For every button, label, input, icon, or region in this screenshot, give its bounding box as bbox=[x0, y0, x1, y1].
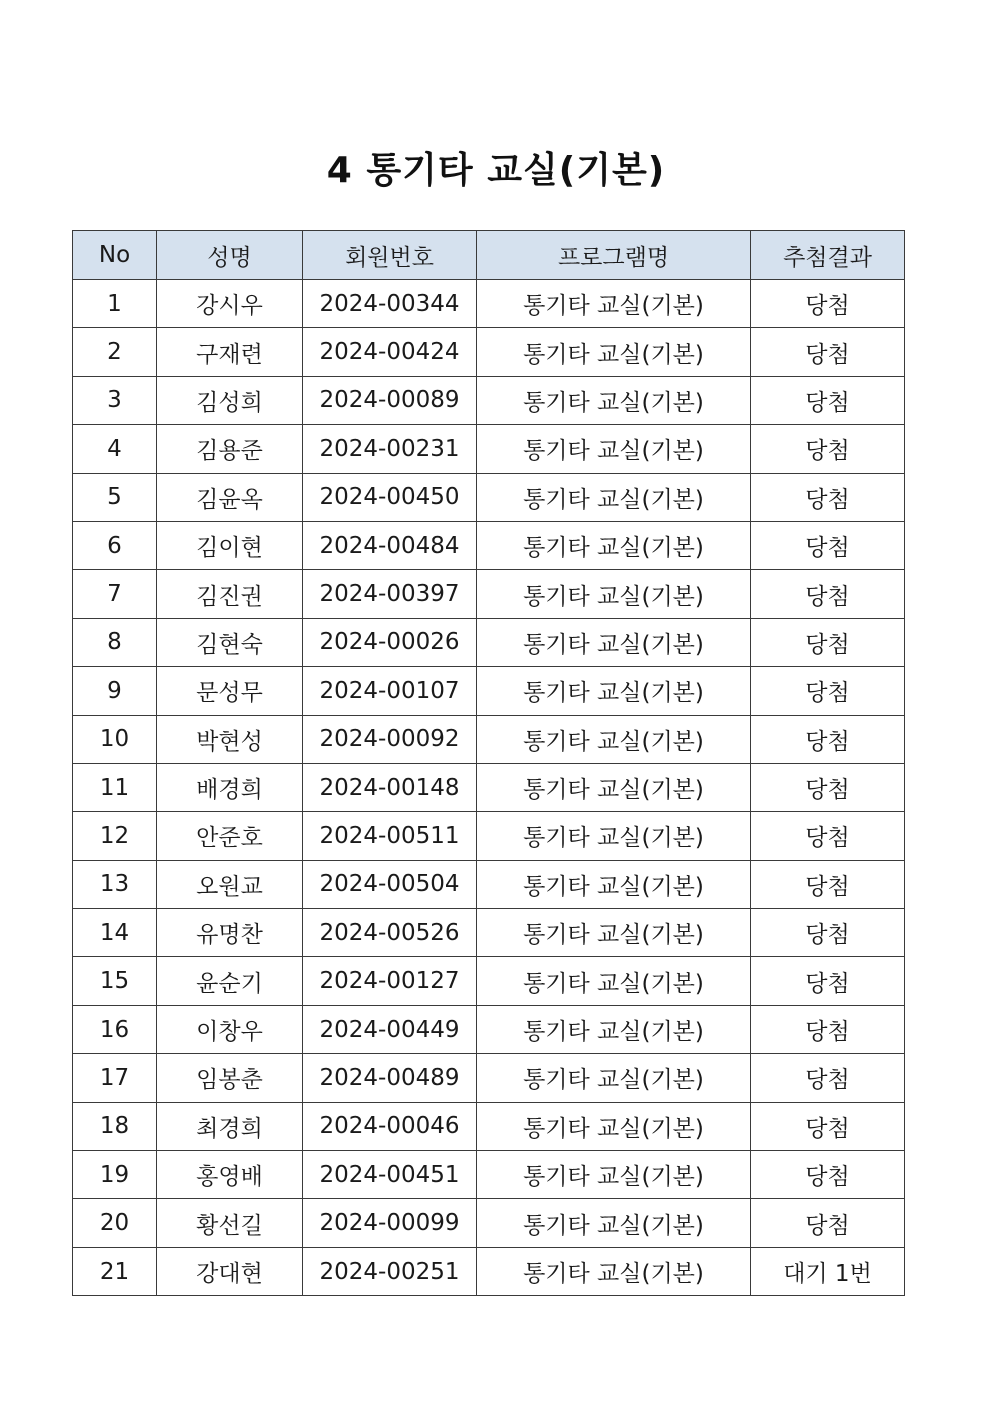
table-body bbox=[73, 280, 905, 1296]
cell-draw-result: 당첨 bbox=[751, 376, 905, 424]
cell-name: 황선길 bbox=[157, 1199, 303, 1247]
cell-name: 박현성 bbox=[157, 715, 303, 763]
cell-name: 김성희 bbox=[157, 376, 303, 424]
cell-no: 2 bbox=[73, 328, 157, 376]
cell-name: 김윤옥 bbox=[157, 473, 303, 521]
table-row bbox=[73, 473, 905, 521]
cell-draw-result: 당첨 bbox=[751, 860, 905, 908]
table-row bbox=[73, 667, 905, 715]
table-row bbox=[73, 860, 905, 908]
cell-program-name: 통기타 교실(기본) bbox=[477, 1199, 751, 1247]
cell-draw-result: 당첨 bbox=[751, 715, 905, 763]
cell-no: 6 bbox=[73, 521, 157, 569]
cell-draw-result: 당첨 bbox=[751, 473, 905, 521]
cell-no: 19 bbox=[73, 1151, 157, 1199]
cell-draw-result: 당첨 bbox=[751, 812, 905, 860]
cell-no: 12 bbox=[73, 812, 157, 860]
cell-member-number: 2024-00504 bbox=[303, 860, 477, 908]
lottery-result-table bbox=[72, 230, 905, 1296]
table-row bbox=[73, 957, 905, 1005]
cell-member-number: 2024-00397 bbox=[303, 570, 477, 618]
cell-program-name: 통기타 교실(기본) bbox=[477, 425, 751, 473]
table-row bbox=[73, 1054, 905, 1102]
cell-draw-result: 당첨 bbox=[751, 667, 905, 715]
cell-program-name: 통기타 교실(기본) bbox=[477, 521, 751, 569]
cell-no: 20 bbox=[73, 1199, 157, 1247]
table-row bbox=[73, 1151, 905, 1199]
cell-name: 배경희 bbox=[157, 763, 303, 811]
table-row bbox=[73, 618, 905, 666]
cell-draw-result: 당첨 bbox=[751, 1102, 905, 1150]
cell-member-number: 2024-00484 bbox=[303, 521, 477, 569]
cell-program-name: 통기타 교실(기본) bbox=[477, 715, 751, 763]
cell-draw-result: 당첨 bbox=[751, 1054, 905, 1102]
cell-program-name: 통기타 교실(기본) bbox=[477, 328, 751, 376]
cell-program-name: 통기타 교실(기본) bbox=[477, 1151, 751, 1199]
cell-draw-result: 대기 1번 bbox=[751, 1247, 905, 1295]
cell-member-number: 2024-00089 bbox=[303, 376, 477, 424]
cell-draw-result: 당첨 bbox=[751, 763, 905, 811]
column-header-no: No bbox=[73, 231, 157, 280]
cell-program-name: 통기타 교실(기본) bbox=[477, 618, 751, 666]
cell-program-name: 통기타 교실(기본) bbox=[477, 812, 751, 860]
cell-name: 강대현 bbox=[157, 1247, 303, 1295]
table-row bbox=[73, 1005, 905, 1053]
cell-program-name: 통기타 교실(기본) bbox=[477, 570, 751, 618]
cell-member-number: 2024-00092 bbox=[303, 715, 477, 763]
cell-draw-result: 당첨 bbox=[751, 1151, 905, 1199]
cell-no: 13 bbox=[73, 860, 157, 908]
table-row bbox=[73, 763, 905, 811]
cell-name: 김진권 bbox=[157, 570, 303, 618]
cell-name: 김이현 bbox=[157, 521, 303, 569]
cell-no: 14 bbox=[73, 909, 157, 957]
cell-program-name: 통기타 교실(기본) bbox=[477, 667, 751, 715]
cell-no: 17 bbox=[73, 1054, 157, 1102]
table-row bbox=[73, 1199, 905, 1247]
cell-member-number: 2024-00489 bbox=[303, 1054, 477, 1102]
cell-member-number: 2024-00099 bbox=[303, 1199, 477, 1247]
column-header-member-number: 회원번호 bbox=[303, 231, 477, 280]
cell-program-name: 통기타 교실(기본) bbox=[477, 280, 751, 328]
cell-member-number: 2024-00526 bbox=[303, 909, 477, 957]
table-row bbox=[73, 280, 905, 328]
cell-program-name: 통기타 교실(기본) bbox=[477, 1005, 751, 1053]
table-row bbox=[73, 521, 905, 569]
table-row bbox=[73, 1102, 905, 1150]
cell-program-name: 통기타 교실(기본) bbox=[477, 860, 751, 908]
cell-draw-result: 당첨 bbox=[751, 425, 905, 473]
cell-program-name: 통기타 교실(기본) bbox=[477, 1247, 751, 1295]
cell-name: 김용준 bbox=[157, 425, 303, 473]
cell-draw-result: 당첨 bbox=[751, 909, 905, 957]
cell-name: 이창우 bbox=[157, 1005, 303, 1053]
cell-member-number: 2024-00511 bbox=[303, 812, 477, 860]
cell-draw-result: 당첨 bbox=[751, 280, 905, 328]
cell-name: 문성무 bbox=[157, 667, 303, 715]
cell-name: 안준호 bbox=[157, 812, 303, 860]
cell-no: 11 bbox=[73, 763, 157, 811]
cell-name: 홍영배 bbox=[157, 1151, 303, 1199]
cell-draw-result: 당첨 bbox=[751, 957, 905, 1005]
table-row bbox=[73, 812, 905, 860]
cell-no: 16 bbox=[73, 1005, 157, 1053]
cell-member-number: 2024-00251 bbox=[303, 1247, 477, 1295]
cell-draw-result: 당첨 bbox=[751, 328, 905, 376]
cell-name: 윤순기 bbox=[157, 957, 303, 1005]
cell-name: 구재련 bbox=[157, 328, 303, 376]
cell-draw-result: 당첨 bbox=[751, 570, 905, 618]
cell-name: 김현숙 bbox=[157, 618, 303, 666]
cell-name: 오원교 bbox=[157, 860, 303, 908]
cell-no: 5 bbox=[73, 473, 157, 521]
cell-name: 강시우 bbox=[157, 280, 303, 328]
cell-draw-result: 당첨 bbox=[751, 1199, 905, 1247]
cell-member-number: 2024-00449 bbox=[303, 1005, 477, 1053]
cell-no: 4 bbox=[73, 425, 157, 473]
cell-program-name: 통기타 교실(기본) bbox=[477, 1054, 751, 1102]
table-row bbox=[73, 570, 905, 618]
cell-draw-result: 당첨 bbox=[751, 521, 905, 569]
cell-no: 9 bbox=[73, 667, 157, 715]
cell-no: 8 bbox=[73, 618, 157, 666]
cell-member-number: 2024-00344 bbox=[303, 280, 477, 328]
cell-no: 21 bbox=[73, 1247, 157, 1295]
cell-program-name: 통기타 교실(기본) bbox=[477, 473, 751, 521]
table-header-row bbox=[73, 231, 905, 280]
table-row bbox=[73, 328, 905, 376]
cell-name: 유명찬 bbox=[157, 909, 303, 957]
cell-name: 최경희 bbox=[157, 1102, 303, 1150]
cell-no: 7 bbox=[73, 570, 157, 618]
page-title: 4 통기타 교실(기본) bbox=[326, 150, 666, 192]
column-header-name: 성명 bbox=[157, 231, 303, 280]
cell-program-name: 통기타 교실(기본) bbox=[477, 909, 751, 957]
cell-name: 임봉춘 bbox=[157, 1054, 303, 1102]
cell-member-number: 2024-00026 bbox=[303, 618, 477, 666]
cell-member-number: 2024-00107 bbox=[303, 667, 477, 715]
cell-member-number: 2024-00231 bbox=[303, 425, 477, 473]
table-row bbox=[73, 425, 905, 473]
cell-no: 3 bbox=[73, 376, 157, 424]
cell-no: 1 bbox=[73, 280, 157, 328]
cell-member-number: 2024-00148 bbox=[303, 763, 477, 811]
cell-member-number: 2024-00046 bbox=[303, 1102, 477, 1150]
cell-draw-result: 당첨 bbox=[751, 618, 905, 666]
cell-member-number: 2024-00451 bbox=[303, 1151, 477, 1199]
cell-member-number: 2024-00127 bbox=[303, 957, 477, 1005]
table-row bbox=[73, 1247, 905, 1295]
cell-member-number: 2024-00424 bbox=[303, 328, 477, 376]
cell-no: 18 bbox=[73, 1102, 157, 1150]
cell-program-name: 통기타 교실(기본) bbox=[477, 1102, 751, 1150]
cell-member-number: 2024-00450 bbox=[303, 473, 477, 521]
cell-program-name: 통기타 교실(기본) bbox=[477, 763, 751, 811]
column-header-draw-result: 추첨결과 bbox=[751, 231, 905, 280]
table-row bbox=[73, 715, 905, 763]
cell-no: 15 bbox=[73, 957, 157, 1005]
cell-program-name: 통기타 교실(기본) bbox=[477, 957, 751, 1005]
table-row bbox=[73, 909, 905, 957]
cell-no: 10 bbox=[73, 715, 157, 763]
cell-program-name: 통기타 교실(기본) bbox=[477, 376, 751, 424]
column-header-program-name: 프로그램명 bbox=[477, 231, 751, 280]
table-row bbox=[73, 376, 905, 424]
cell-draw-result: 당첨 bbox=[751, 1005, 905, 1053]
